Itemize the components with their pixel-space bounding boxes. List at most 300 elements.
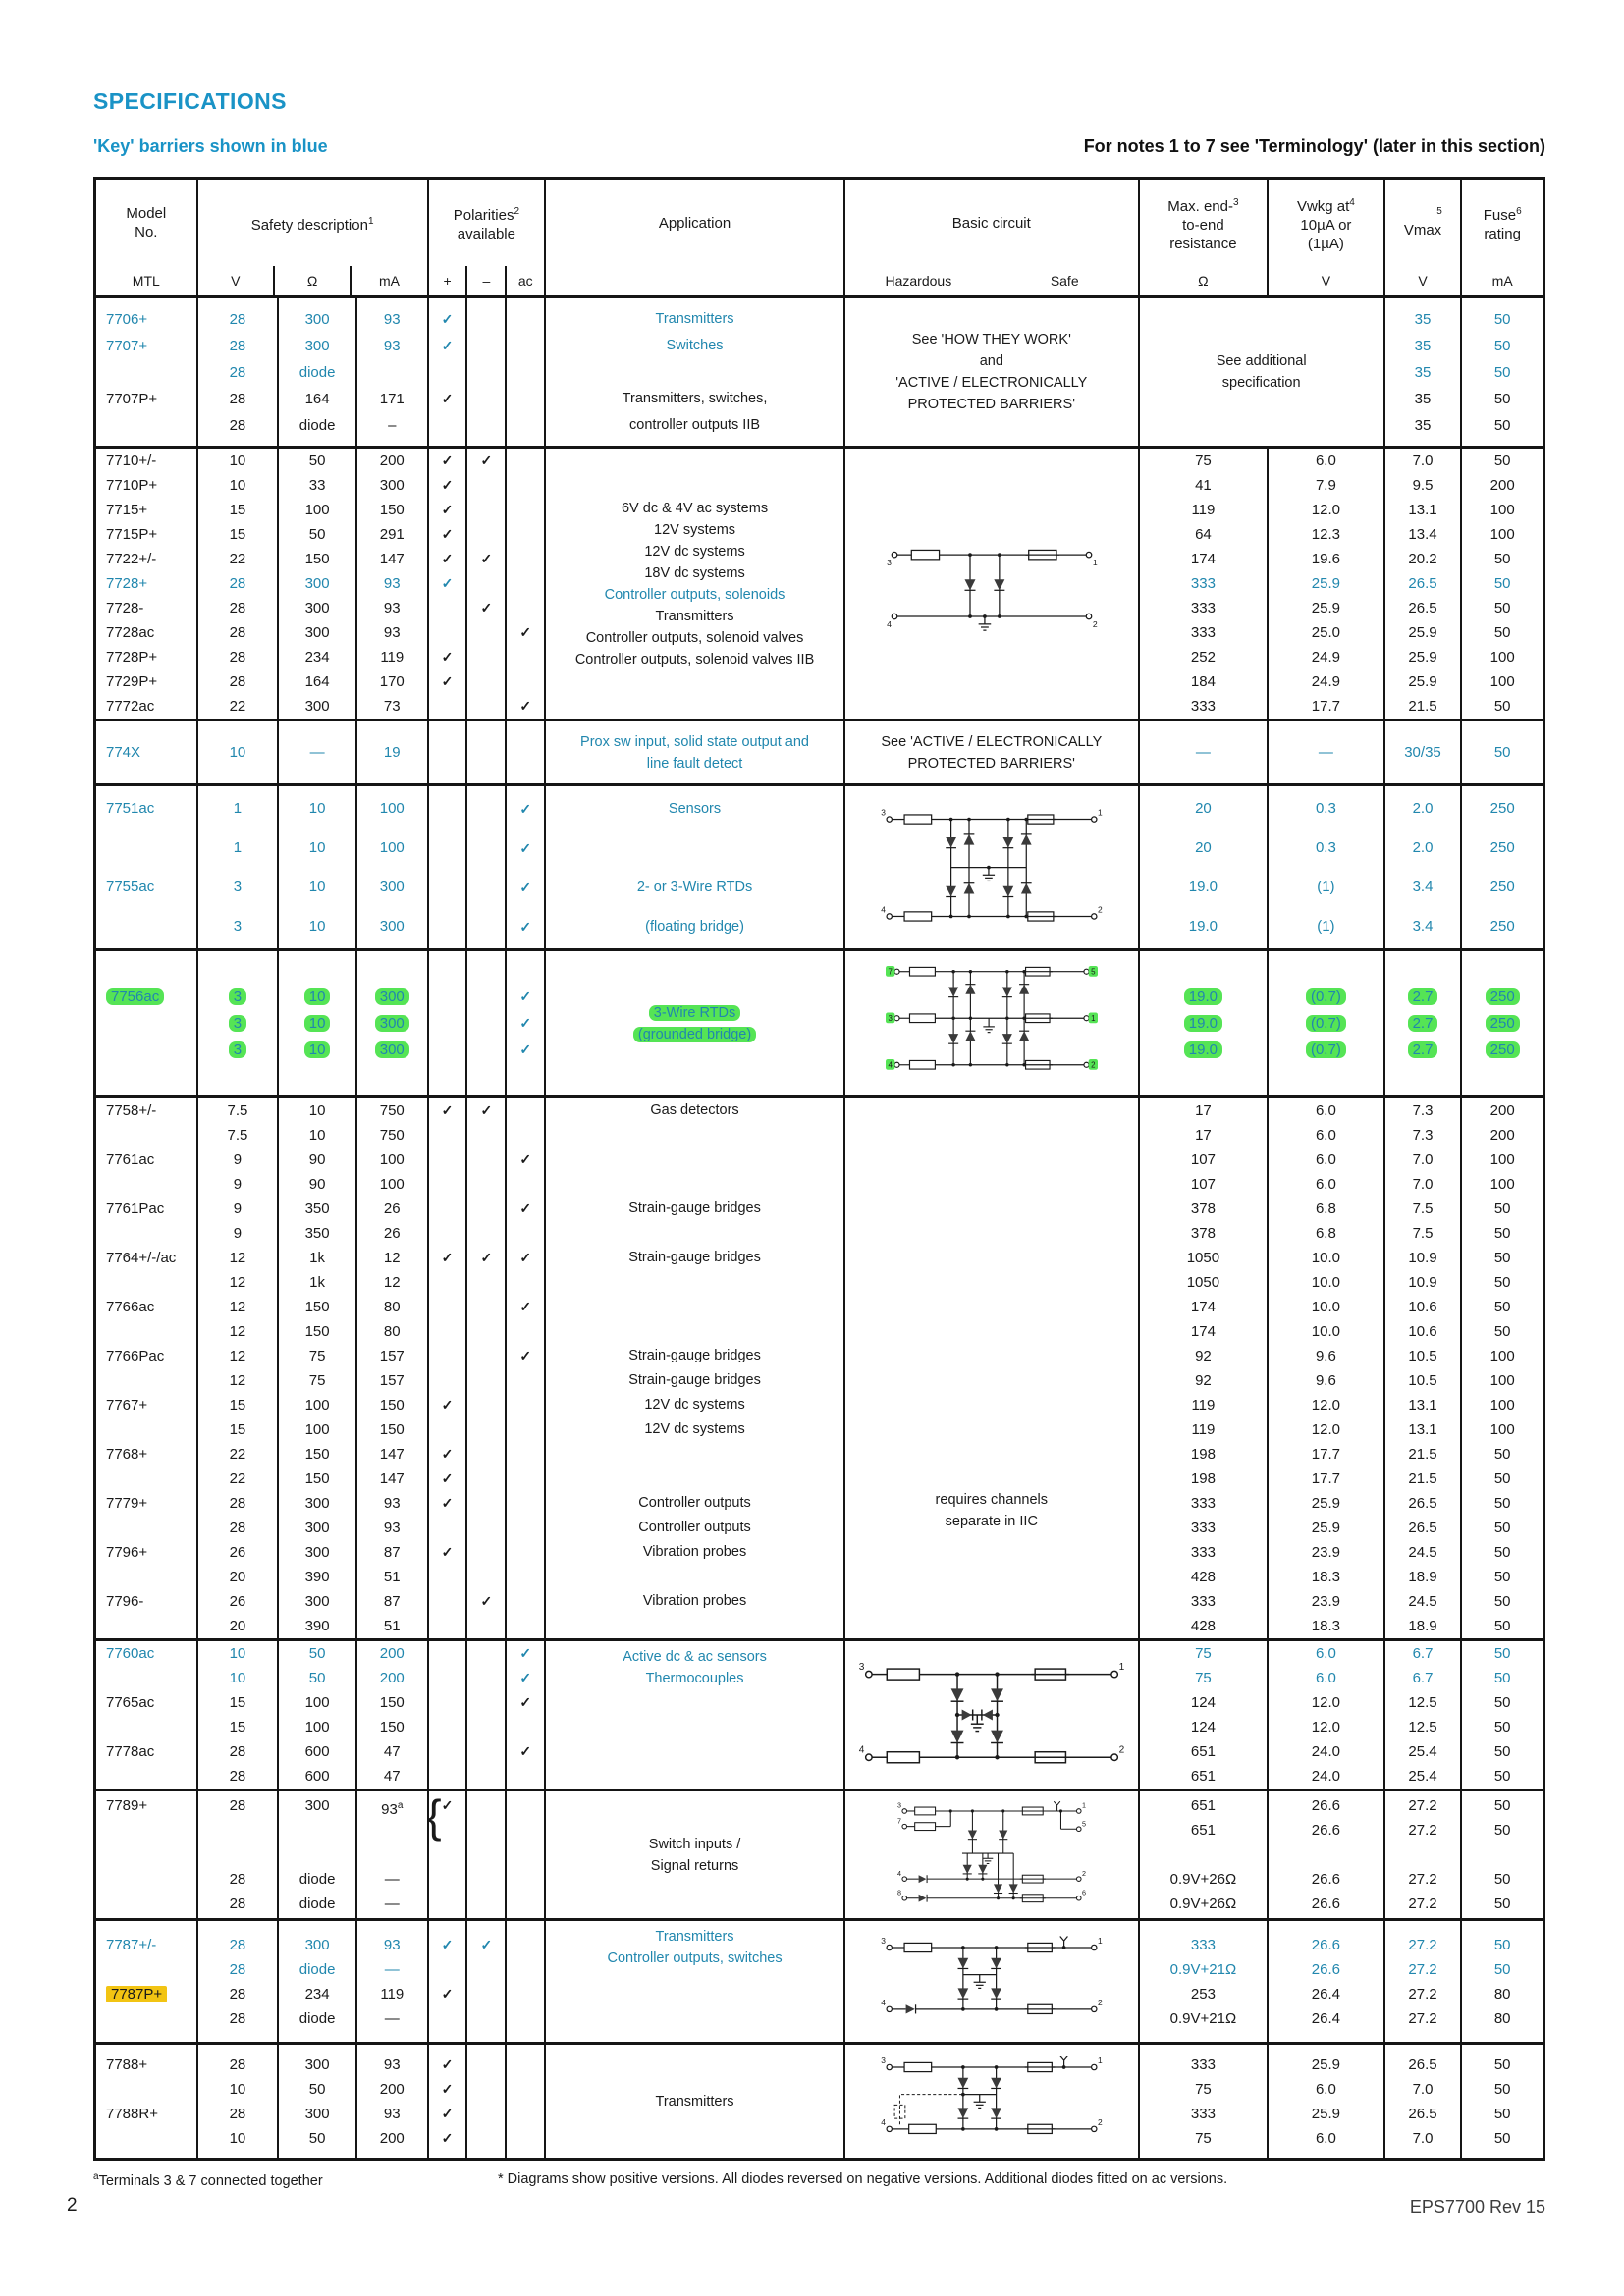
- cell-vwkg: 26.6: [1311, 1797, 1340, 1814]
- column-p: [427, 2045, 466, 2158]
- cell-p: ✓: [441, 1936, 454, 1952]
- cell-fuse: 50: [1493, 1250, 1511, 1266]
- table-section: [96, 446, 1543, 719]
- cell-p: [429, 1516, 466, 1540]
- column-basic-circuit: [843, 298, 1138, 446]
- svg-text:4: 4: [896, 1869, 901, 1878]
- svg-text:1: 1: [1097, 1936, 1103, 1947]
- cell-ma: 51: [383, 1618, 401, 1634]
- table-section: [96, 1638, 1543, 1789]
- cell-ac: [507, 1892, 544, 1916]
- cell-v: 3: [233, 917, 243, 934]
- cell-fuse: 200: [1489, 1102, 1515, 1119]
- application-line: (grounded bridge): [546, 1024, 843, 1045]
- cell-m: [467, 2102, 505, 2126]
- header-vwkg: Vwkg $at^4$ 10µA or (1µA) V: [1267, 180, 1383, 295]
- column-res: [1138, 1641, 1267, 1789]
- cell-vwkg: 25.0: [1311, 624, 1340, 641]
- cell-vwkg: 17.7: [1311, 1446, 1340, 1463]
- cell-vmax: 27.2: [1408, 1960, 1437, 1978]
- cell-v: 12: [229, 1274, 246, 1291]
- cell-ac: [507, 1491, 544, 1516]
- cell-ac: [507, 1933, 544, 1957]
- cell-fuse: 100: [1489, 1151, 1515, 1168]
- cell-vwkg: (1): [1317, 917, 1335, 934]
- cell-p: ✓: [441, 1544, 454, 1560]
- cell-vmax: 25.9: [1408, 673, 1437, 690]
- cell-ac: ✓: [519, 1250, 532, 1265]
- cell-p: [429, 789, 466, 828]
- column-p: [427, 449, 466, 719]
- svg-text:6: 6: [1081, 1888, 1086, 1896]
- header-max-end-to-end-resistance: Max. end-$^3$ to-end resistance Ω: [1138, 180, 1267, 295]
- svg-text:3: 3: [858, 1662, 865, 1673]
- cell-ohm: 33: [308, 477, 326, 494]
- cell-model: [96, 1516, 196, 1540]
- cell-v: 12: [229, 1348, 246, 1364]
- terminology-note: For notes 1 to 7 see 'Terminology' (later in this section): [1083, 136, 1545, 156]
- application-line: [546, 1270, 843, 1295]
- cell-vmax: 3.4: [1412, 917, 1434, 934]
- column-ma: [355, 449, 427, 719]
- cell-v: 28: [229, 2056, 246, 2073]
- cell-m: [467, 828, 505, 868]
- cell-ma: 100: [379, 799, 405, 817]
- application-line: Thermocouples: [645, 1671, 744, 1686]
- cell-ma: 87: [383, 1593, 401, 1610]
- cell-ohm: 150: [304, 1299, 330, 1315]
- cell-vmax: 26.5: [1408, 600, 1437, 616]
- application-line: Sensors: [668, 800, 722, 817]
- cell-ma: 93: [383, 1520, 401, 1536]
- cell-model: [96, 1417, 196, 1442]
- column-res: [1138, 721, 1267, 783]
- column-fuse: [1460, 298, 1543, 446]
- cell-model: [96, 2006, 196, 2031]
- column-res: [1138, 449, 1267, 719]
- cell-ac: [507, 1982, 544, 2006]
- cell-m: [467, 1641, 505, 1666]
- application-line: Controller outputs: [638, 1520, 751, 1535]
- cell-ma: [357, 1818, 427, 1842]
- cell-ohm: diode: [298, 1896, 336, 1912]
- cell-vwkg: 24.0: [1311, 1743, 1340, 1760]
- cell-v: 10: [229, 2129, 246, 2147]
- cell-vmax: 25.4: [1408, 1743, 1437, 1760]
- cell-ac: ✓: [519, 1041, 532, 1057]
- cell-res: 20: [1195, 838, 1212, 856]
- cell-vmax: 7.5: [1412, 1201, 1434, 1217]
- unit-minus: –: [465, 266, 505, 295]
- column-m: [465, 1921, 505, 2042]
- cell-ac: [507, 1098, 544, 1123]
- cell-ma: 150: [379, 1694, 405, 1711]
- column-application: [544, 2045, 843, 2158]
- svg-text:4: 4: [886, 618, 892, 629]
- cell-m: [467, 1892, 505, 1916]
- cell-m: [467, 1957, 505, 1982]
- cell-res: 0.9V+26Ω: [1169, 1896, 1237, 1912]
- cell-v: 10: [229, 477, 246, 494]
- application-line: 12V dc systems: [644, 1397, 745, 1413]
- column-ac: [505, 951, 544, 1095]
- cell-vmax: 35: [1414, 363, 1432, 381]
- cell-ma: 19: [383, 744, 401, 761]
- cell-res: 92: [1195, 1348, 1212, 1364]
- cell-vwkg: 6.0: [1315, 453, 1336, 469]
- circuit-text-line: PROTECTED BARRIERS': [907, 755, 1075, 772]
- cell-ohm: 234: [304, 1985, 330, 2002]
- cell-p: [429, 596, 466, 620]
- cell-vwkg: 17.7: [1311, 1470, 1340, 1487]
- cell-m: [467, 1491, 505, 1516]
- cell-ma: 150: [379, 502, 405, 518]
- column-basic-circuit: [843, 786, 1138, 948]
- cell-vmax: 10.6: [1408, 1323, 1437, 1340]
- application-line: Strain-gauge bridges: [628, 1250, 761, 1265]
- cell-model: [96, 1614, 196, 1638]
- column-vmax: [1383, 298, 1461, 446]
- column-ohm: [277, 951, 355, 1095]
- cell-fuse: 50: [1493, 1593, 1511, 1610]
- cell-vwkg: 9.6: [1315, 1348, 1336, 1364]
- cell-model: 7766ac: [106, 1299, 155, 1315]
- application-line: Prox sw input, solid state output and: [580, 733, 809, 750]
- cell-vmax: 7.0: [1412, 1151, 1434, 1168]
- cell-vmax: 13.1: [1408, 1421, 1437, 1438]
- column-fuse: [1460, 449, 1543, 719]
- cell-v: 28: [229, 1985, 246, 2002]
- cell-ac: [507, 1417, 544, 1442]
- cell-res: 428: [1190, 1569, 1216, 1585]
- column-ac: [505, 1098, 544, 1638]
- cell-m: [467, 1739, 505, 1764]
- cell-p: [429, 907, 466, 946]
- cell-fuse: 250: [1489, 799, 1515, 817]
- svg-text:1: 1: [1090, 1013, 1096, 1023]
- table-section: [96, 298, 1543, 446]
- application-line: Controller outputs, solenoids: [604, 586, 785, 603]
- cell-ac: [507, 1540, 544, 1565]
- header-vmax: $^5$ Vmax V: [1383, 180, 1461, 295]
- cell-ohm: 300: [304, 310, 330, 328]
- cell-res: 119: [1191, 1397, 1216, 1414]
- cell-vmax: 27.2: [1408, 1896, 1437, 1912]
- cell-ohm: 300: [304, 698, 330, 715]
- cell-p: [429, 1037, 466, 1063]
- circuit-text: [881, 721, 1102, 783]
- cell-v: 26: [229, 1544, 246, 1561]
- cell-ac: [507, 1818, 544, 1842]
- column-v: [196, 2045, 278, 2158]
- cell-model: 7788R+: [106, 2105, 158, 2122]
- cell-res: 333: [1190, 2105, 1216, 2122]
- cell-ac: [507, 669, 544, 694]
- cell-v: 28: [229, 2105, 246, 2122]
- svg-text:7: 7: [888, 967, 893, 977]
- unit-vwkg-v: V: [1321, 273, 1331, 289]
- cell-p: [429, 694, 466, 719]
- cell-ma: 750: [379, 1127, 405, 1144]
- cell-v: 7.5: [227, 1102, 248, 1119]
- cell-vwkg: 25.9: [1311, 600, 1340, 616]
- application-line: Controller outputs: [638, 1495, 751, 1511]
- column-m: [465, 1641, 505, 1789]
- cell-m: [467, 1715, 505, 1739]
- cell-vwkg: 6.8: [1315, 1225, 1336, 1242]
- cell-p: [429, 1666, 466, 1690]
- cell-ma: 80: [383, 1323, 401, 1340]
- column-v: [196, 1098, 278, 1638]
- table-header: [96, 180, 1543, 298]
- unit-fuse-ma: mA: [1491, 273, 1513, 289]
- column-ohm: [277, 449, 355, 719]
- cell-fuse: [1462, 1842, 1543, 1867]
- unit-res-ohm: Ω: [1198, 273, 1209, 289]
- column-p: [427, 951, 466, 1095]
- cell-p: ✓: [441, 673, 454, 689]
- cell-res: 333: [1190, 575, 1216, 592]
- cell-m: ✓: [480, 1936, 493, 1952]
- cell-model: [96, 1037, 196, 1063]
- application-line: Strain-gauge bridges: [628, 1372, 761, 1388]
- column-application: [544, 1641, 843, 1789]
- cell-m: [467, 669, 505, 694]
- column-vmax: [1383, 786, 1461, 948]
- cell-v: 28: [229, 1960, 246, 1978]
- cell-fuse: 50: [1493, 1768, 1511, 1785]
- cell-ohm: 10: [308, 917, 326, 934]
- cell-ac: [507, 1393, 544, 1417]
- cell-ohm: 300: [304, 2056, 330, 2073]
- cell-p: [429, 1270, 466, 1295]
- cell-fuse: 50: [1493, 1719, 1511, 1735]
- cell-v: 20: [229, 1569, 246, 1585]
- cell-p: [429, 740, 466, 765]
- cell-ohm: diode: [298, 1871, 336, 1888]
- cell-res: 124: [1190, 1719, 1216, 1735]
- cell-model: [96, 1565, 196, 1589]
- cell-ma: 100: [379, 838, 405, 856]
- cell-m: [467, 1867, 505, 1892]
- cell-vmax: 3.4: [1412, 878, 1434, 895]
- cell-vwkg: (0.7): [1269, 1010, 1383, 1037]
- cell-ma: —: [384, 1960, 400, 1978]
- cell-res: 92: [1195, 1372, 1212, 1389]
- cell-ac: [507, 1957, 544, 1982]
- cell-fuse: 250: [1489, 878, 1515, 895]
- cell-res: 75: [1195, 1645, 1212, 1662]
- cell-m: ✓: [480, 600, 493, 615]
- cell-vwkg: 6.0: [1315, 1151, 1336, 1168]
- cell-vmax: 10.6: [1408, 1299, 1437, 1315]
- cell-model: 7766Pac: [106, 1348, 165, 1364]
- cell-ma: 119: [380, 1985, 405, 2002]
- cell-fuse: 50: [1493, 1323, 1511, 1340]
- cell-ohm: 10: [308, 799, 326, 817]
- application-text: [546, 1641, 843, 1789]
- svg-text:4: 4: [881, 1998, 886, 2008]
- cell-ma: 300: [357, 984, 427, 1010]
- application-line: [546, 828, 843, 868]
- column-p: [427, 721, 466, 783]
- cell-ma: 157: [379, 1348, 405, 1364]
- cell-ac: ✓: [519, 1299, 532, 1314]
- cell-ma: 93$^a$ {: [381, 1790, 442, 1842]
- cell-p: [429, 1739, 466, 1764]
- basic-circuit-diagram: [879, 2045, 1105, 2158]
- circuit-text-line: See 'ACTIVE / ELECTRONICALLY: [881, 733, 1103, 750]
- cell-ac: [507, 1368, 544, 1393]
- cell-vmax: 10.9: [1408, 1274, 1437, 1291]
- cell-model: [96, 1123, 196, 1148]
- cell-p: [429, 1589, 466, 1614]
- column-v: [196, 298, 278, 446]
- cell-model: 7710+/-: [106, 453, 157, 469]
- cell-ac: [507, 1793, 544, 1818]
- application-line: Transmitters, switches,: [622, 390, 768, 406]
- cell-res: 119: [1191, 1421, 1216, 1438]
- cell-model: [96, 1892, 196, 1916]
- application-text: [546, 1791, 843, 1918]
- cell-vwkg: 12.0: [1311, 1719, 1340, 1735]
- cell-ac: [507, 359, 544, 386]
- table-section: [96, 719, 1543, 783]
- cell-ohm: 300: [304, 2105, 330, 2122]
- doc-reference: EPS7700 Rev 15: [1409, 2197, 1545, 2216]
- unit-ac: ac: [505, 266, 544, 295]
- cell-v: 9: [233, 1225, 243, 1242]
- unit-vmax-v: V: [1418, 273, 1428, 289]
- svg-text:3: 3: [896, 1801, 901, 1810]
- cell-p: ✓: [441, 502, 454, 517]
- cell-model: 7751ac: [106, 799, 155, 817]
- cell-res: 651: [1190, 1797, 1216, 1814]
- cell-ohm: 300: [304, 600, 330, 616]
- svg-text:2: 2: [1118, 1744, 1125, 1756]
- cell-res: 0.9V+21Ω: [1169, 2009, 1237, 2027]
- circuit-text: [895, 298, 1087, 446]
- column-ac: [505, 449, 544, 719]
- cell-model: 7787+/-: [106, 1936, 157, 1953]
- cell-p: ✓: [441, 337, 454, 353]
- cell-ohm: 150: [304, 1446, 330, 1463]
- column-ohm: [277, 2045, 355, 2158]
- cell-res: 0.9V+21Ω: [1169, 1960, 1237, 1978]
- column-fuse: [1460, 1921, 1543, 2042]
- cell-vwkg: 25.9: [1311, 2056, 1340, 2073]
- cell-model: 7764+/-/ac: [106, 1250, 177, 1266]
- cell-vwkg: 26.6: [1311, 1871, 1340, 1888]
- cell-res: 174: [1190, 1323, 1216, 1340]
- cell-ohm: 164: [304, 390, 330, 407]
- application-line: Signal returns: [650, 1857, 739, 1874]
- cell-vwkg: 7.9: [1315, 477, 1336, 494]
- cell-model: 7728+: [106, 575, 148, 592]
- cell-vmax: 25.9: [1408, 649, 1437, 666]
- application-line: Switches: [666, 337, 724, 353]
- cell-vwkg: 26.6: [1311, 1896, 1340, 1912]
- cell-model: [96, 1867, 196, 1892]
- cell-fuse: 100: [1489, 1348, 1515, 1364]
- cell-ac: ✓: [519, 918, 532, 934]
- cell-vmax: 27.2: [1408, 1871, 1437, 1888]
- cell-model: 7755ac: [106, 878, 155, 895]
- cell-vwkg: 0.3: [1315, 838, 1336, 856]
- cell-ac: ✓: [519, 1201, 532, 1216]
- column-ohm: [277, 1641, 355, 1789]
- cell-p: [429, 828, 466, 868]
- cell-ma: —: [384, 1871, 400, 1888]
- svg-text:3: 3: [881, 2056, 886, 2066]
- cell-ohm: 10: [308, 838, 326, 856]
- application-text: [546, 951, 843, 1095]
- table-section: [96, 2042, 1543, 2158]
- cell-model: 7715+: [106, 502, 148, 518]
- cell-model: [96, 359, 196, 386]
- cell-res: 378: [1190, 1201, 1216, 1217]
- cell-m: [467, 984, 505, 1010]
- cell-vwkg: 6.0: [1315, 1127, 1336, 1144]
- cell-vmax: 10.5: [1408, 1372, 1437, 1389]
- cell-v: 10: [229, 2080, 246, 2098]
- cell-ac: ✓: [519, 1670, 532, 1685]
- column-basic-circuit: [843, 1641, 1138, 1789]
- table-section: [96, 948, 1543, 1095]
- cell-res: 378: [1190, 1225, 1216, 1242]
- cell-ac: ✓: [519, 1694, 532, 1710]
- column-basic-circuit: [843, 1921, 1138, 2042]
- cell-res: 0.9V+26Ω: [1169, 1871, 1237, 1888]
- application-line: Transmitters: [655, 608, 734, 624]
- cell-res: 124: [1190, 1694, 1216, 1711]
- header-application: Application: [544, 180, 843, 295]
- header-basic-circuit: Basic circuit Hazardous Safe: [843, 180, 1138, 295]
- cell-fuse: 50: [1493, 1299, 1511, 1315]
- cell-ma: 80: [383, 1299, 401, 1315]
- column-resistance-note: [1138, 298, 1383, 446]
- cell-p: [429, 1764, 466, 1789]
- column-res: [1138, 1098, 1267, 1638]
- cell-res: 651: [1190, 1768, 1216, 1785]
- cell-ma: 12: [383, 1274, 401, 1291]
- cell-fuse: 50: [1493, 2105, 1511, 2122]
- cell-v: 22: [229, 698, 246, 715]
- column-ohm: [277, 1921, 355, 2042]
- cell-v: 3: [198, 984, 278, 1010]
- cell-res: 17: [1195, 1127, 1212, 1144]
- cell-ac: [507, 547, 544, 571]
- cell-fuse: 200: [1489, 1127, 1515, 1144]
- circuit-text-line: 'ACTIVE / ELECTRONICALLY: [895, 375, 1088, 391]
- svg-text:2: 2: [1092, 618, 1098, 629]
- svg-text:1: 1: [1118, 1662, 1125, 1673]
- cell-ma: 51: [383, 1569, 401, 1585]
- cell-p: [429, 1842, 466, 1867]
- cell-vwkg: 10.0: [1311, 1323, 1340, 1340]
- cell-v: 28: [229, 1743, 246, 1760]
- cell-p: [429, 1319, 466, 1344]
- cell-m: [467, 498, 505, 522]
- cell-fuse: 50: [1493, 1743, 1511, 1760]
- cell-res: 253: [1190, 1985, 1216, 2002]
- application-text: [546, 721, 843, 783]
- cell-vwkg: 6.0: [1315, 1176, 1336, 1193]
- cell-m: [467, 1295, 505, 1319]
- svg-text:7: 7: [896, 1816, 901, 1825]
- cell-res: 107: [1190, 1151, 1216, 1168]
- column-ohm: [277, 298, 355, 446]
